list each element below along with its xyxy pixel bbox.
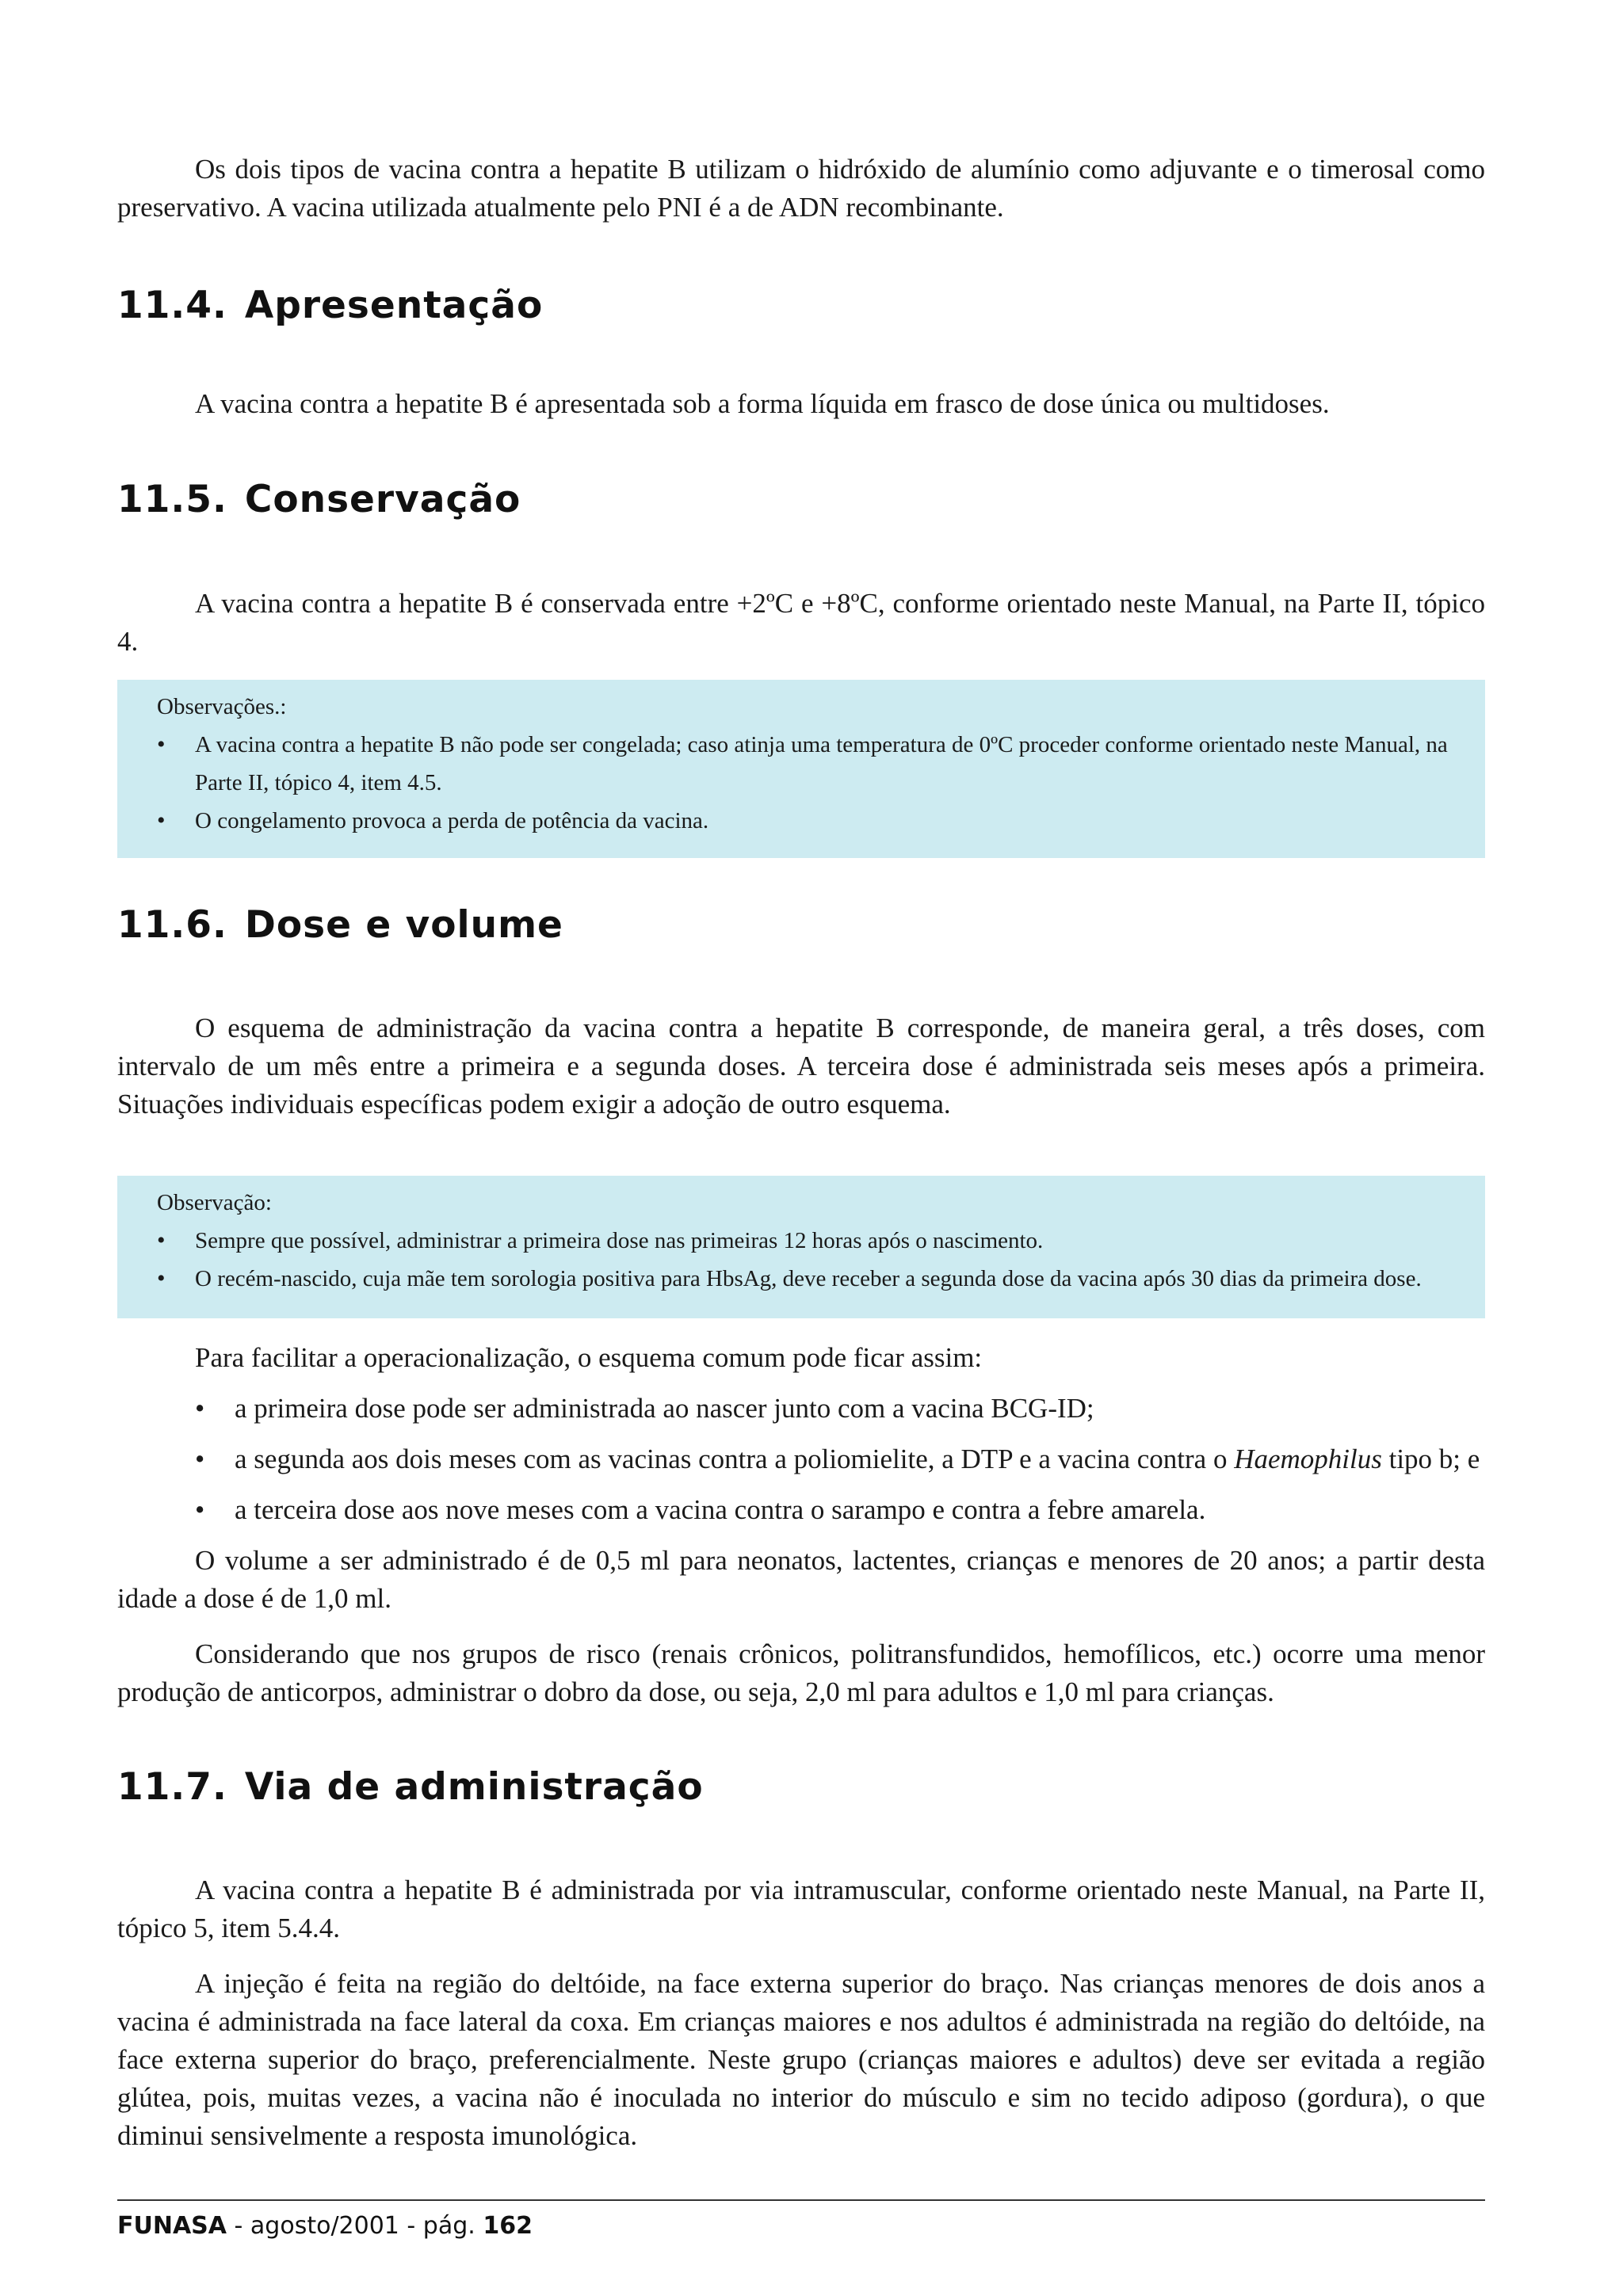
- footer-divider: [117, 2199, 1485, 2201]
- paragraph-injecao: A injeção é feita na região do deltóide, na face externa superior do braço. Nas crianças menores de dois anos a vacina é administrada na face lateral da coxa. Em crianças maiores e nos adultos é administrada na região do deltóide, na face externa superior do braço, preferencialmente. Neste grupo (crianças maiores e adultos) deve ser evitada a região glútea, pois, muitas vezes, a vacina não é inoculada no interior do músculo e sim no tecido adiposo (gordura), o que diminui sensivelmente a resposta imunológica.: [117, 1968, 1485, 2151]
- emphasis-haemophilus: Haemophilus: [1234, 1444, 1382, 1474]
- note-item: • O recém-nascido, cuja mãe tem sorologia positiva para HbsAg, deve receber a segunda dose da vacina após 30 dias da primeira dose.: [117, 1260, 1485, 1298]
- paragraph-conservacao: A vacina contra a hepatite B é conservada entre +2ºC e +8ºC, conforme orientado neste Manual, na Parte II, tópico 4.: [117, 588, 1485, 657]
- paragraph-operacionalizacao: Para facilitar a operacionalização, o esquema comum pode ficar assim:: [195, 1342, 983, 1373]
- note-item: • O congelamento provoca a perda de potência da vacina.: [117, 802, 1485, 840]
- bullet-icon: •: [195, 1393, 205, 1424]
- footer-date: - agosto/2001 - pág.: [227, 2212, 483, 2240]
- section-heading-11-6: 11.6. Dose e volume: [117, 903, 563, 947]
- note-list: [117, 1222, 1485, 1298]
- bullet-icon: •: [157, 1227, 166, 1253]
- schedule-item: • a primeira dose pode ser administrada ao nascer junto com a vacina BCG-ID;: [117, 1383, 1485, 1434]
- note-title: Observações.:: [157, 694, 287, 719]
- schedule-item: • a terceira dose aos nove meses com a vacina contra o sarampo e contra a febre amarela.: [117, 1485, 1485, 1535]
- section-heading-11-4: 11.4. Apresentação: [117, 284, 544, 327]
- paragraph-grupos-risco: Considerando que nos grupos de risco (renais crônicos, politransfundidos, hemofílicos, etc.) ocorre uma menor produção de anticorpos, administrar o dobro da dose, ou seja, 2,0 ml para adultos e 1,0 ml para crianças.: [117, 1638, 1485, 1707]
- bullet-icon: •: [157, 807, 166, 833]
- footer-org: FUNASA: [117, 2212, 227, 2240]
- bullet-icon: •: [157, 731, 166, 757]
- page-number: 162: [483, 2212, 533, 2240]
- bullet-icon: •: [157, 1265, 166, 1291]
- intro-paragraph: Os dois tipos de vacina contra a hepatite B utilizam o hidróxido de alumínio como adjuvante e o timerosal como preservativo. A vacina utilizada atualmente pelo PNI é a de ADN recombinante.: [117, 154, 1485, 223]
- paragraph-apresentacao: A vacina contra a hepatite B é apresentada sob a forma líquida em frasco de dose única ou multidoses.: [195, 388, 1330, 419]
- section-heading-11-5: 11.5. Conservação: [117, 478, 521, 521]
- schedule-list: [117, 1383, 1485, 1535]
- note-box-observacao: [117, 1176, 1485, 1318]
- note-list: [117, 726, 1485, 840]
- bullet-icon: •: [195, 1444, 205, 1474]
- note-item: • A vacina contra a hepatite B não pode ser congelada; caso atinja uma temperatura de 0ºC proceder conforme orientado neste Manual, na Parte II, tópico 4, item 4.5.: [117, 726, 1485, 802]
- note-item: • Sempre que possível, administrar a primeira dose nas primeiras 12 horas após o nascimento.: [117, 1222, 1485, 1260]
- bullet-icon: •: [195, 1494, 205, 1525]
- section-heading-11-7: 11.7. Via de administração: [117, 1765, 704, 1809]
- note-title: Observação:: [157, 1190, 272, 1215]
- paragraph-esquema: O esquema de administração da vacina contra a hepatite B corresponde, de maneira geral, a três doses, com intervalo de um mês entre a primeira e a segunda doses. A terceira dose é administrada seis meses após a primeira. Situações individuais específicas podem exigir a adoção de outro esquema.: [117, 1013, 1485, 1119]
- page-footer: [117, 2212, 533, 2240]
- schedule-item: • a segunda aos dois meses com as vacinas contra a poliomielite, a DTP e a vacina contra o Haemophilus tipo b; e: [117, 1434, 1485, 1485]
- paragraph-volume: O volume a ser administrado é de 0,5 ml para neonatos, lactentes, crianças e menores de 20 anos; a partir desta idade a dose é de 1,0 ml.: [117, 1545, 1485, 1614]
- paragraph-via: A vacina contra a hepatite B é administrada por via intramuscular, conforme orientado neste Manual, na Parte II, tópico 5, item 5.4.4.: [117, 1875, 1485, 1943]
- note-box-observacoes: [117, 680, 1485, 858]
